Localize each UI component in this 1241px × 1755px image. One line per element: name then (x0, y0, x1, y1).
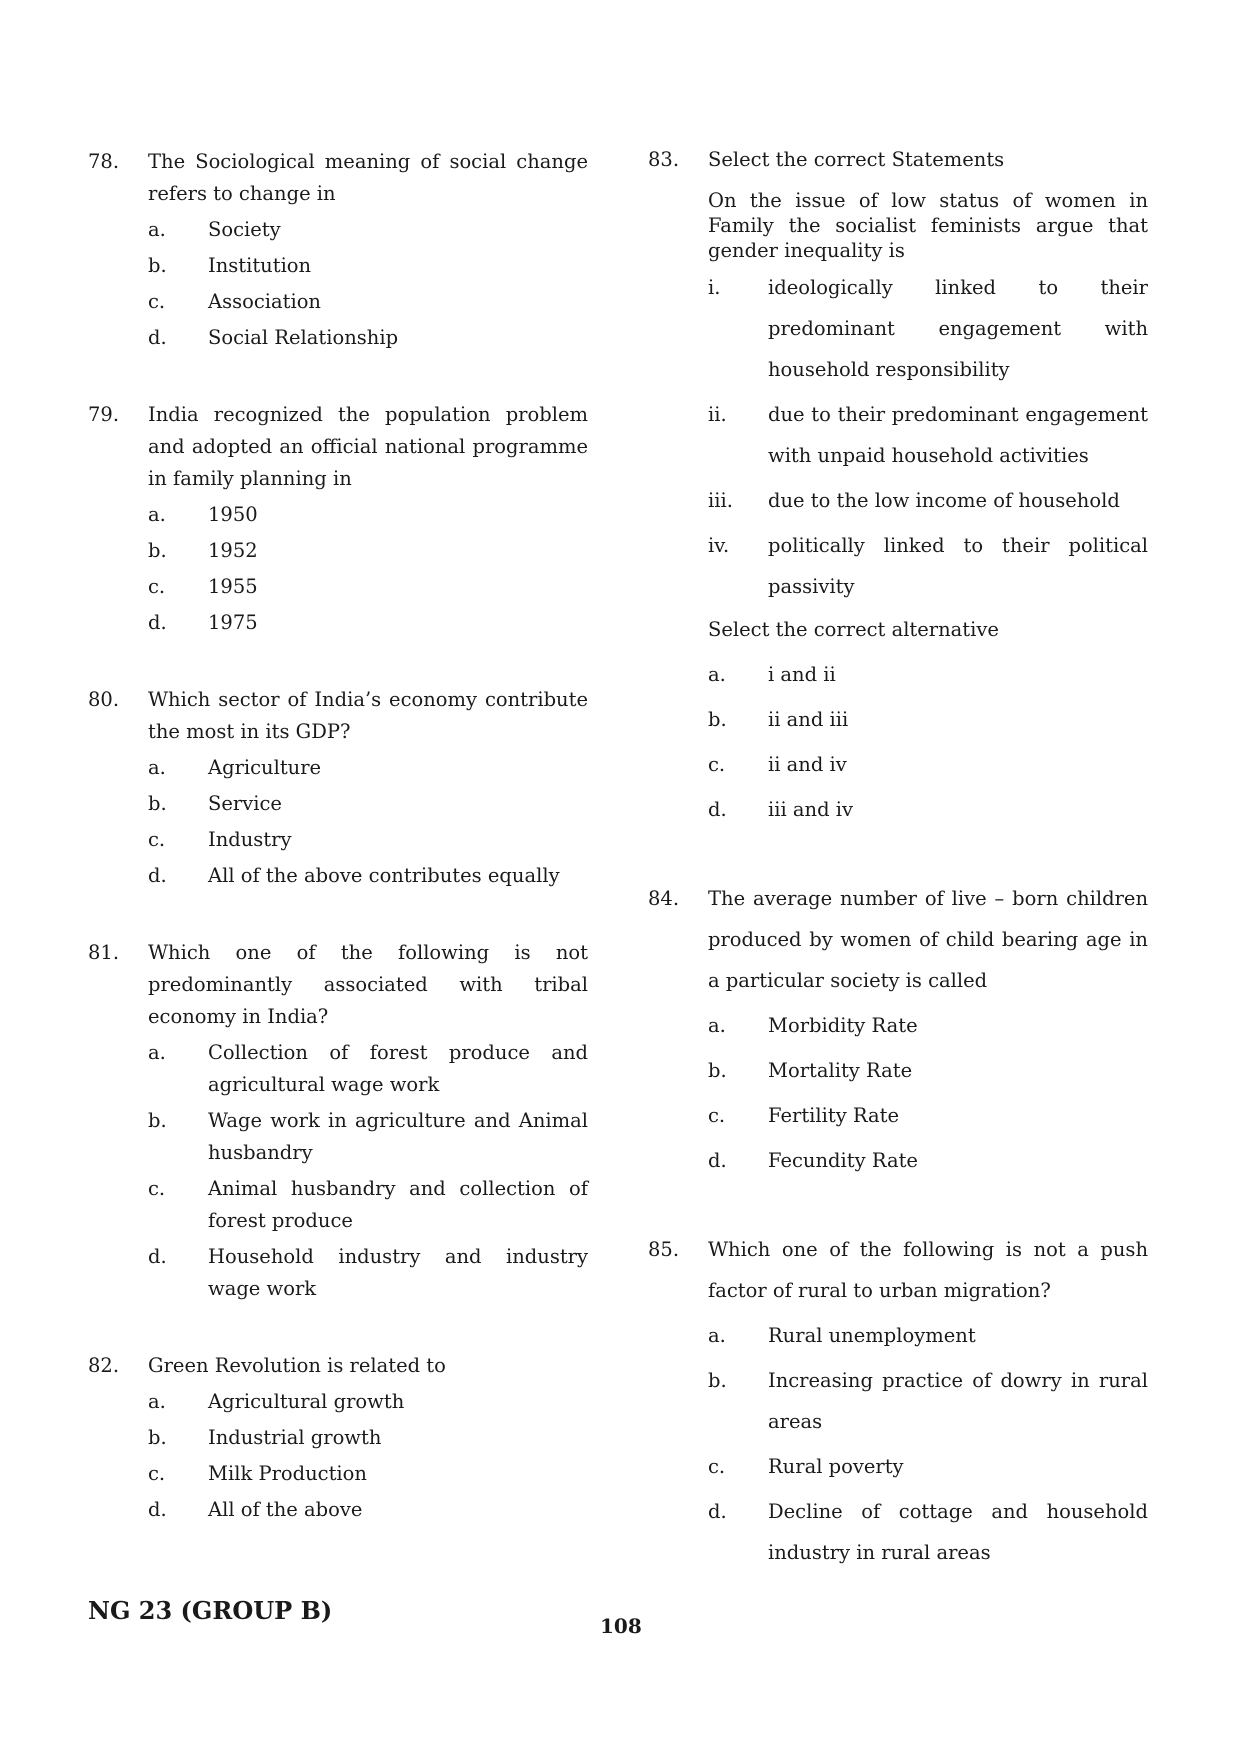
option (148, 1494, 588, 1526)
question-text: Select the correct Statements (708, 148, 1005, 171)
option-text: All of the above (208, 1498, 363, 1521)
question-number: 85. (648, 1238, 680, 1261)
option (148, 1105, 588, 1169)
option (148, 214, 588, 246)
option (148, 286, 588, 318)
option (148, 571, 588, 603)
option-text: Social Relationship (208, 326, 399, 349)
option (148, 752, 588, 784)
question-number: 80. (88, 688, 120, 711)
option-letter: c. (708, 1455, 726, 1478)
option (148, 499, 588, 531)
question-number: 81. (88, 941, 120, 964)
option (148, 607, 588, 639)
option (148, 1037, 588, 1101)
option-letter: c. (148, 290, 166, 313)
option (148, 788, 588, 820)
statement-text: politically linked to their political passivity (768, 534, 1148, 598)
option (708, 1491, 1148, 1573)
option-text: Animal husbandry and collection of forest produce (208, 1177, 588, 1232)
question-78 (88, 146, 588, 354)
option-text: 1955 (208, 575, 258, 598)
option-letter: d. (708, 798, 727, 821)
option-letter: b. (148, 1426, 167, 1449)
option-text: All of the above contributes equally (208, 864, 560, 887)
option-letter: c. (148, 1177, 166, 1200)
option-letter: a. (148, 1390, 166, 1413)
option (708, 1315, 1148, 1356)
question-83 (648, 142, 1148, 830)
option (708, 654, 1148, 695)
option-text: iii and iv (768, 798, 854, 821)
question-82 (88, 1350, 588, 1526)
statement-numeral: ii. (708, 403, 727, 426)
question-number: 83. (648, 148, 680, 171)
option-text: ii and iv (768, 753, 847, 776)
question-81 (88, 937, 588, 1305)
option-text: 1975 (208, 611, 258, 634)
option-letter: d. (148, 864, 167, 887)
option-letter: a. (708, 1324, 726, 1347)
question-text: Green Revolution is related to (148, 1354, 446, 1377)
option-letter: d. (148, 611, 167, 634)
option-text: Service (208, 792, 282, 815)
option-letter: c. (148, 828, 166, 851)
option-letter: b. (148, 539, 167, 562)
option-letter: c. (148, 575, 166, 598)
option (708, 1095, 1148, 1136)
option-letter: d. (148, 326, 167, 349)
option-letter: a. (148, 756, 166, 779)
option-text: Milk Production (208, 1462, 367, 1485)
option (148, 1386, 588, 1418)
option-text: Rural poverty (768, 1455, 904, 1478)
option-text: ii and iii (768, 708, 849, 731)
option-text: Household industry and industry wage work (208, 1245, 588, 1300)
statement (708, 480, 1148, 521)
option-text: Industry (208, 828, 292, 851)
option-letter: c. (708, 1104, 726, 1127)
option-letter: a. (148, 503, 166, 526)
option-text: Institution (208, 254, 312, 277)
option-letter: a. (708, 663, 726, 686)
question-80 (88, 684, 588, 892)
option (148, 824, 588, 856)
option (708, 1360, 1148, 1442)
question-85 (648, 1229, 1148, 1573)
option (148, 322, 588, 354)
statement-text: ideologically linked to their predominant engagement with household responsibility (768, 276, 1148, 381)
option (708, 1446, 1148, 1487)
question-text: Which one of the following is not a push factor of rural to urban migration? (708, 1238, 1148, 1302)
option-letter: c. (148, 1462, 166, 1485)
option-text: Agriculture (208, 756, 322, 779)
statement (708, 394, 1148, 476)
option (708, 744, 1148, 785)
option-text: Agricultural growth (208, 1390, 405, 1413)
option (708, 1005, 1148, 1046)
option-text: Collection of forest produce and agricultural wage work (208, 1041, 588, 1096)
statement-text: due to their predominant engagement with unpaid household activities (768, 403, 1148, 467)
statement (708, 267, 1148, 390)
statement-text: due to the low income of household (768, 489, 1120, 512)
option-text: Morbidity Rate (768, 1014, 918, 1037)
option-text: Fertility Rate (768, 1104, 900, 1127)
option-text: Decline of cottage and household industry in rural areas (768, 1500, 1148, 1564)
option (148, 250, 588, 282)
option-letter: a. (708, 1014, 726, 1037)
option (148, 1422, 588, 1454)
option-text: 1950 (208, 503, 258, 526)
question-number: 78. (88, 150, 120, 173)
question-number: 82. (88, 1354, 120, 1377)
page-number: 108 (600, 1614, 642, 1638)
option (708, 1140, 1148, 1181)
left-column (88, 146, 588, 1571)
question-79 (88, 399, 588, 639)
option-letter: d. (148, 1245, 167, 1268)
statement-numeral: i. (708, 276, 721, 299)
option-letter: d. (708, 1149, 727, 1172)
option (708, 1050, 1148, 1091)
question-text: Which sector of India’s economy contribute the most in its GDP? (148, 688, 588, 743)
option-letter: b. (708, 1059, 727, 1082)
question-number: 79. (88, 403, 120, 426)
question-text: The Sociological meaning of social change refers to change in (148, 150, 588, 205)
option (148, 535, 588, 567)
option (148, 860, 588, 892)
option-text: Fecundity Rate (768, 1149, 918, 1172)
option (708, 699, 1148, 740)
option-letter: b. (148, 792, 167, 815)
option (708, 789, 1148, 830)
question-prompt: Select the correct alternative (708, 618, 999, 641)
option-text: Industrial growth (208, 1426, 382, 1449)
option-text: Wage work in agriculture and Animal husbandry (208, 1109, 588, 1164)
option-letter: b. (708, 708, 727, 731)
question-text: Which one of the following is not predominantly associated with tribal economy in India? (148, 941, 588, 1028)
option-text: Mortality Rate (768, 1059, 913, 1082)
question-text: India recognized the population problem and adopted an official national programme in family planning in (148, 403, 588, 490)
paper-code: NG 23 (GROUP B) (88, 1596, 333, 1625)
option (148, 1241, 588, 1305)
statement-numeral: iv. (708, 534, 730, 557)
option-letter: a. (148, 218, 166, 241)
question-number: 84. (648, 887, 680, 910)
option-text: Rural unemployment (768, 1324, 976, 1347)
option-text: i and ii (768, 663, 836, 686)
right-column (648, 142, 1148, 1618)
option-text: Increasing practice of dowry in rural areas (768, 1369, 1148, 1433)
option (148, 1458, 588, 1490)
option-text: Society (208, 218, 281, 241)
option-letter: a. (148, 1041, 166, 1064)
option-letter: d. (708, 1500, 727, 1523)
option-letter: c. (708, 753, 726, 776)
option-letter: b. (148, 1109, 167, 1132)
option (148, 1173, 588, 1237)
statement-numeral: iii. (708, 489, 733, 512)
statement (708, 525, 1148, 607)
option-letter: d. (148, 1498, 167, 1521)
option-letter: b. (708, 1369, 727, 1392)
option-text: Association (208, 290, 321, 313)
question-84 (648, 878, 1148, 1181)
option-text: 1952 (208, 539, 258, 562)
option-letter: b. (148, 254, 167, 277)
question-intro: On the issue of low status of women in Family the socialist feminists argue that gender inequality is (708, 189, 1148, 262)
question-text: The average number of live – born children produced by women of child bearing age in a particular society is called (708, 887, 1148, 992)
